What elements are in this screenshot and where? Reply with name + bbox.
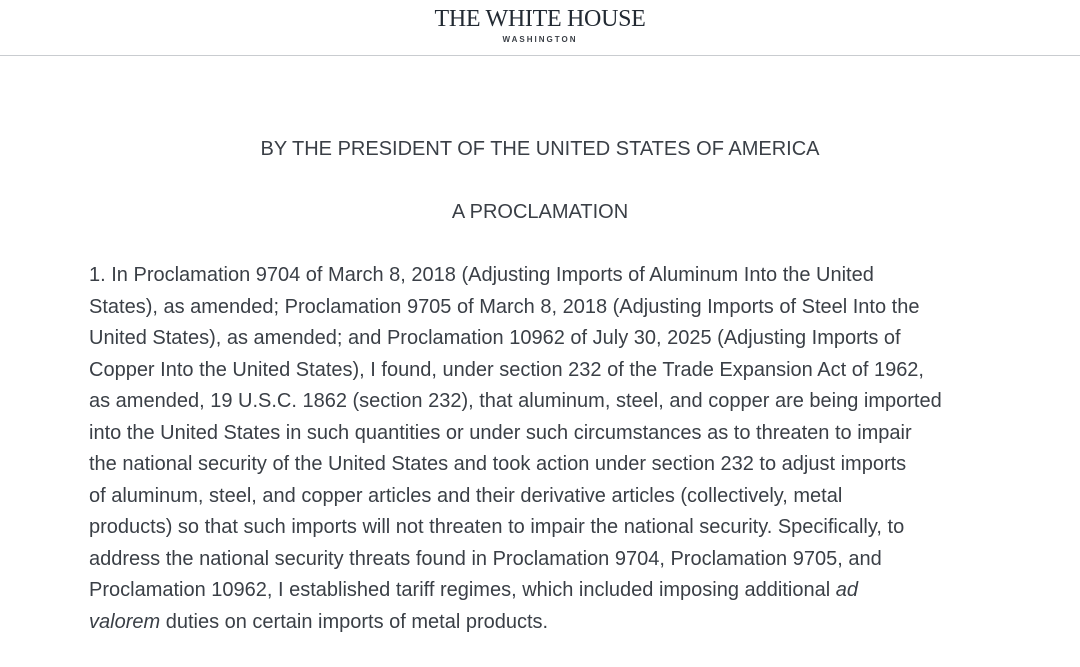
- site-subtitle: WASHINGTON: [502, 35, 578, 44]
- paragraph-line-end: duties on certain imports of metal products.: [160, 610, 549, 633]
- paragraph-line: United States), as amended; and Proclamation 10962 of July 30, 2025 (Adjusting Imports of: [89, 327, 901, 349]
- italic-valorem: valorem: [89, 610, 161, 633]
- document-subheading: A PROCLAMATION: [451, 201, 629, 223]
- paragraph-line-text: Proclamation 10962, I established tariff regimes, which included imposing additional: [89, 579, 836, 601]
- document-heading: BY THE PRESIDENT OF THE UNITED STATES OF AMERICA: [260, 138, 820, 160]
- site-header: [0, 0, 1080, 56]
- paragraph-line: Copper Into the United States), I found, under section 232 of the Trade Expansion Act of 1962,: [89, 358, 924, 381]
- paragraph-line: States), as amended; Proclamation 9705 of March 8, 2018 (Adjusting Imports of Steel Into the: [89, 295, 920, 318]
- paragraph-line: [89, 575, 969, 607]
- paragraph-line: of aluminum, steel, and copper articles and their derivative articles (collectively, metal: [89, 484, 843, 507]
- paragraph-line: as amended, 19 U.S.C. 1862 (section 232), that aluminum, steel, and copper are being imported: [89, 390, 942, 412]
- paragraph-1: [89, 260, 969, 638]
- paragraph-line: address the national security threats found in Proclamation 9704, Proclamation 9705, and: [89, 547, 882, 570]
- italic-ad: ad: [835, 579, 858, 601]
- paragraph-line: products) so that such imports will not threaten to impair the national security. Specifically, to: [89, 516, 905, 538]
- paragraph-line: the national security of the United States and took action under section 232 to adjust imports: [89, 453, 907, 475]
- paragraph-line: into the United States in such quantities or under such circumstances as to threaten to impair: [89, 421, 912, 444]
- paragraph-line: [89, 607, 969, 639]
- site-title[interactable]: THE WHITE HOUSE: [434, 6, 646, 32]
- paragraph-line: 1. In Proclamation 9704 of March 8, 2018 (Adjusting Imports of Aluminum Into the United: [89, 264, 874, 286]
